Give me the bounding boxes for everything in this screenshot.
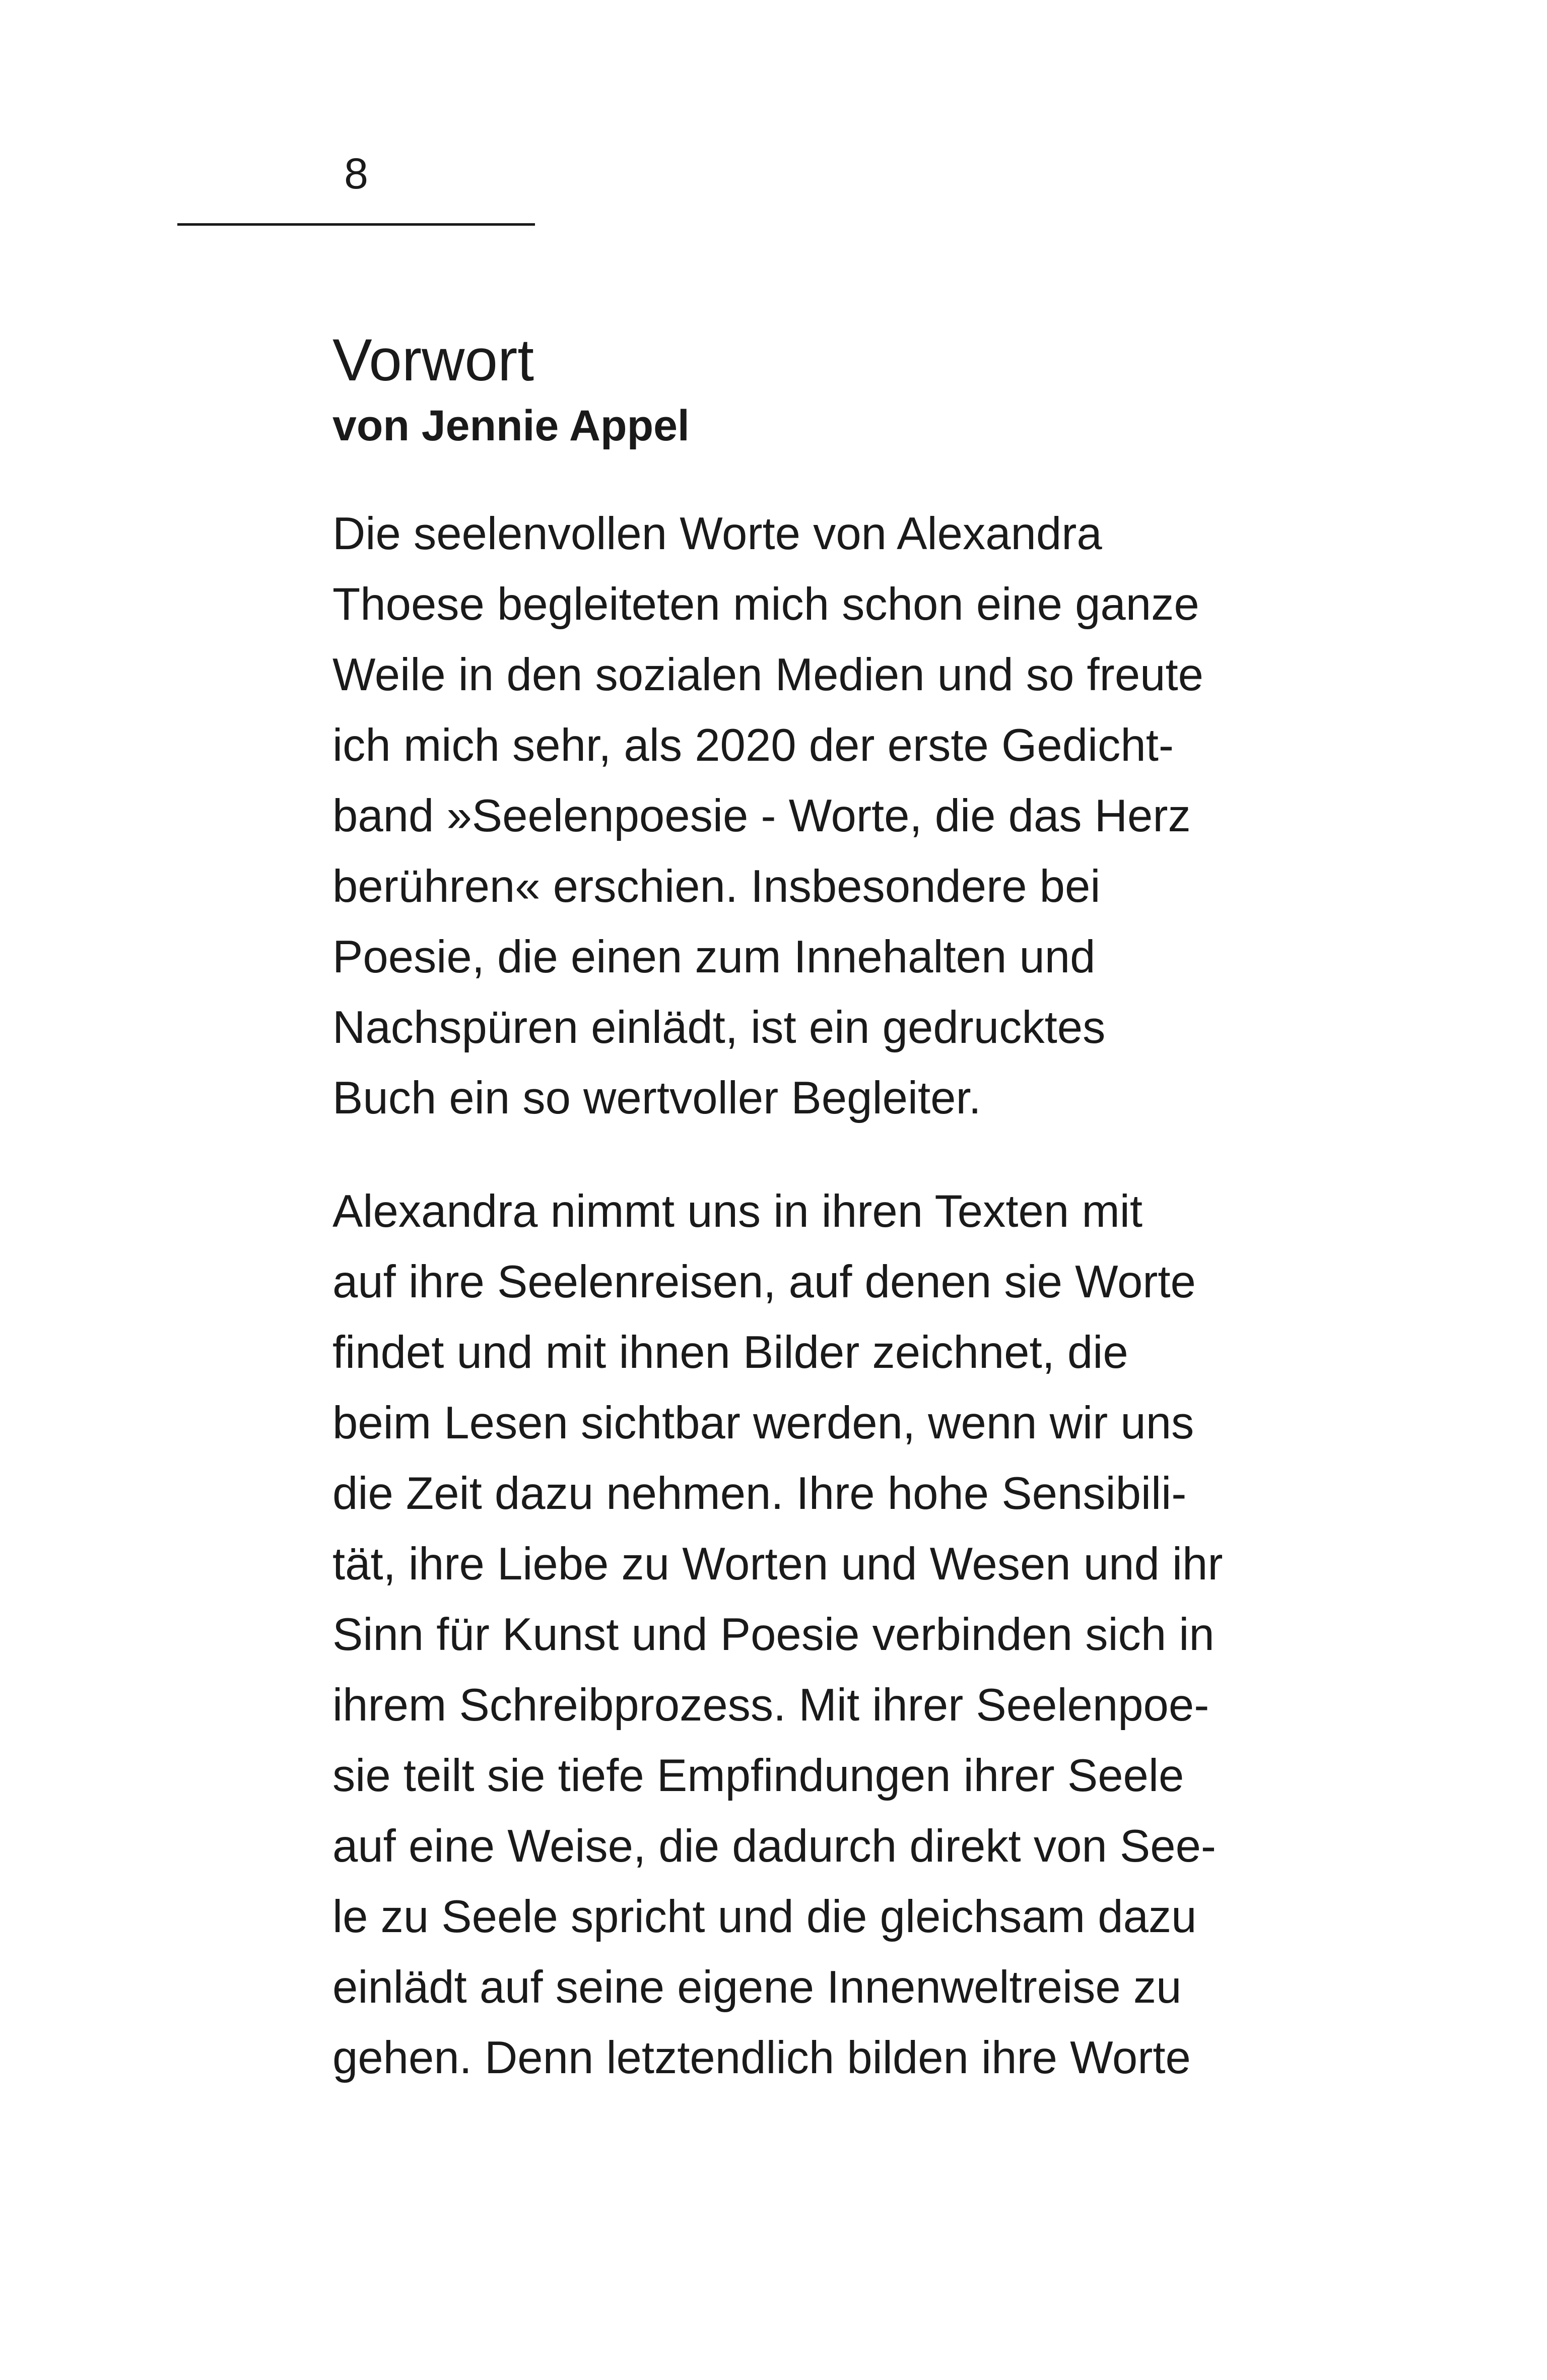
text-line: Buch ein so wertvoller Begleiter. [332,1073,981,1123]
text-line: beim Lesen sichtbar werden, wenn wir uns [332,1398,1194,1448]
text-line: le zu Seele spricht und die gleichsam dazu [332,1891,1197,1942]
text-line: ich mich sehr, als 2020 der erste Gedicht- [332,720,1174,771]
page-content [332,322,1340,2093]
text-line: Poesie, die einen zum Innehalten und [332,932,1096,982]
text-line: findet und mit ihnen Bilder zeichnet, die [332,1327,1128,1378]
chapter-byline: von Jennie Appel [332,402,690,450]
text-line: Thoese begleiteten mich schon eine ganze [332,579,1199,630]
text-line: Weile in den sozialen Medien und so freute [332,649,1203,700]
header-rule [177,223,535,226]
text-line: die Zeit dazu nehmen. Ihre hohe Sensibili- [332,1468,1187,1519]
text-line: band »Seelenpoesie - Worte, die das Herz [332,790,1191,841]
body-paragraph [332,499,1340,1134]
text-line: Alexandra nimmt uns in ihren Texten mit [332,1186,1142,1237]
page-number: 8 [344,150,368,198]
text-line: ihrem Schreibprozess. Mit ihrer Seelenpoe- [332,1680,1209,1731]
text-line: einlädt auf seine eigene Innenweltreise zu [332,1962,1182,2013]
body-paragraph [332,1176,1340,2093]
text-line: Sinn für Kunst und Poesie verbinden sich in [332,1609,1215,1660]
text-line: Die seelenvollen Worte von Alexandra [332,508,1102,559]
chapter-title: Vorwort [332,327,534,393]
text-line: auf eine Weise, die dadurch direkt von See- [332,1821,1217,1872]
text-line: Nachspüren einlädt, ist ein gedrucktes [332,1002,1106,1053]
text-line: sie teilt sie tiefe Empfindungen ihrer Seele [332,1750,1184,1801]
text-line: tät, ihre Liebe zu Worten und Wesen und ihr [332,1539,1223,1590]
text-line: berühren« erschien. Insbesondere bei [332,861,1101,912]
text-line: auf ihre Seelenreisen, auf denen sie Worte [332,1257,1196,1307]
text-line: gehen. Denn letztendlich bilden ihre Worte [332,2032,1191,2083]
